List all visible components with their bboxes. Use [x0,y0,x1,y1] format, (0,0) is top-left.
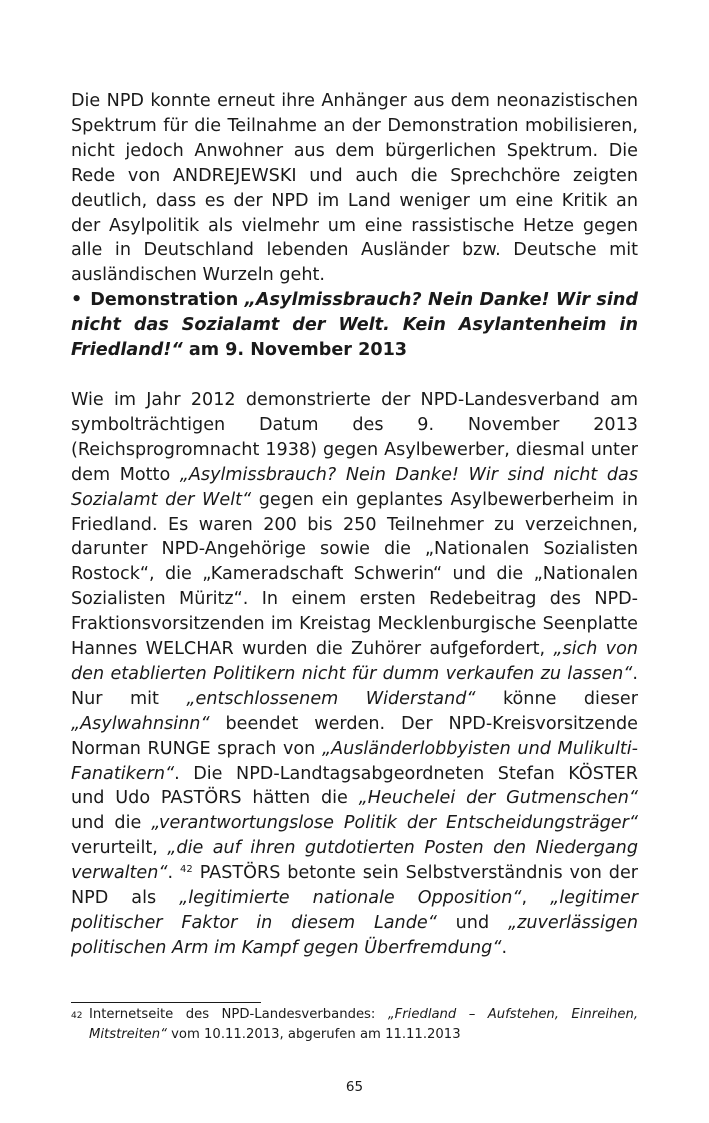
text-run: . Die NPD-Landtagsabgeordneten Stefan KÖSTER und Udo PASTÖRS hätten die [71,763,638,809]
footnote-text [89,1005,638,1045]
heading-prefix: Demonstration [90,290,245,311]
footnote-source: Internetseite des NPD-Landesverbandes: [89,1007,388,1022]
quote: „zuverlässigen politischen Arm im Kampf gegen Überfremdung“ [71,913,638,958]
text-run: PASTÖRS betonte sein Selbstverständnis von der NPD als [71,863,639,909]
paragraph-main [71,388,638,961]
footnote-divider [71,1002,261,1003]
footnote-date: vom 10.11.2013, abgerufen am 11.11.2013 [166,1027,461,1042]
footnote-reference[interactable]: 42 [180,864,193,876]
text-run: beendet werden. Der NPD-Kreisvorsitzende Norman RUNGE sprach von [71,713,638,759]
text-run: . Nur mit [71,663,638,709]
quote: „verantwortungslose Politik der Entscheidungsträger“ [151,813,638,834]
quote: „legitimer politischer Faktor in diesem Lande“ [71,888,639,933]
text-run: und [436,913,508,933]
page-number: 65 [345,1079,364,1095]
text-run: Wie im Jahr 2012 demonstrierte der NPD-Landesverband am symbolträchtigen Datum des 9. November 2013 (Reichsprogromnacht 1938) gegen Asylbewerber, diesmal unter dem Motto [71,389,638,485]
bullet-icon: • [71,290,83,311]
text-run: . [501,937,508,958]
page-body [71,89,638,961]
quote: „legitimierte nationale Opposition“ [179,888,522,909]
quote: „Ausländerlobbyisten und Mulikulti-Fanatikern“ [71,738,638,784]
text-run: verurteilt, [71,838,168,859]
quote: „sich von den etablierten Politikern nicht für dumm verkaufen zu lassen“ [71,639,638,684]
text-run: und die [71,813,152,834]
text-run: gegen ein geplantes Asylbewerberheim in Friedland. Es waren 200 bis 250 Teilnehmer zu verzeichnen, darunter NPD-Angehörige sowie die „Nationalen Sozialisten Rostock“, die „Kameradschaft Schwerin“ und die „Nationalen Sozialisten Müritz“. In einem ersten Redebeitrag des NPD-Fraktionsvorsitzenden im Kreistag Mecklenburgische Seenplatte Hannes WELCHAR wurden die Zuhörer aufgefordert, [71,489,639,660]
quote: „Heuchelei der Gutmenschen“ [358,788,638,809]
text-run: , [521,888,551,909]
heading-motto: „Asylmissbrauch? Nein Danke! Wir sind nicht das Sozialamt der Welt. Kein Asylantenheim in Friedland!“ [71,290,639,361]
text-run: . [167,863,181,884]
footnote-number: 42 [71,1011,83,1021]
text-run: könne dieser [475,688,638,709]
paragraph-intro: Die NPD konnte erneut ihre Anhänger aus dem neonazistischen Spektrum für die Teilnahme an der Demonstration mobilisieren, nicht jedoch Anwohner aus dem bürgerlichen Spektrum. Die Rede von ANDREJEWSKI und auch die Sprechchöre zeigten deutlich, dass es der NPD im Land weniger um eine Kritik an der Asylpolitik als vielmehr um eine rassistische Hetze gegen alle in Deutschland lebenden Ausländer bzw. Deutsche mit ausländischen Wurzeln geht. [71,91,638,286]
quote: „entschlossenem Widerstand“ [186,688,476,709]
heading-date: am 9. November 2013 [182,340,408,361]
footnote [71,1005,638,1045]
quote: „die auf ihren gutdotierten Posten den Niedergang verwalten“ [71,838,639,884]
footnote-title: „Friedland – Aufstehen, Einreihen, Mitstreiten“ [89,1007,639,1042]
quote: „Asylwahnsinn“ [71,713,210,734]
quote: „Asylmissbrauch? Nein Danke! Wir sind nicht das Sozialamt der Welt“ [71,464,638,510]
section-heading [71,288,638,363]
